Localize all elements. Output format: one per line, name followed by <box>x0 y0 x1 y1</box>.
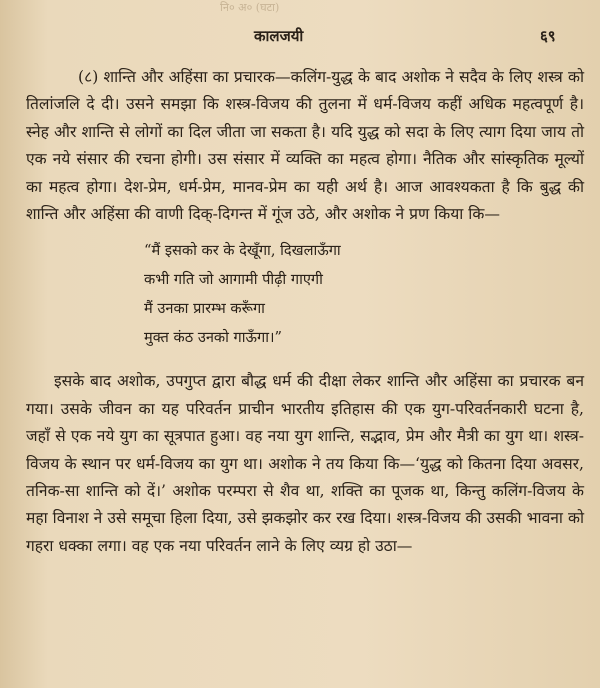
verse-line: मुक्त कंठ उनको गाऊँगा।” <box>144 329 282 347</box>
running-title: कालजयी <box>254 27 304 45</box>
page-number: ६९ <box>540 27 556 45</box>
verse-block <box>144 236 584 352</box>
verse-line: मैं उनका प्रारम्भ करूँगा <box>144 300 265 318</box>
verse-line: कभी गति जो आगामी पीढ़ी गाएगी <box>144 271 323 289</box>
bleed-through-text: नि० अ० (घटा) <box>220 1 280 14</box>
paragraph-1: (८) शान्ति और अहिंसा का प्रचारक—कलिंग-युद्ध के बाद अशोक ने सदैव के लिए शस्त्र को तिलांजलि दे दी। उसने समझा कि शस्त्र-विजय की तुलना में धर्म-विजय कहीं अधिक महत्वपूर्ण है। स्नेह और शान्ति से लोगों का दिल जीता जा सकता है। यदि युद्ध को सदा के लिए त्याग दिया जाय तो एक नये संसार की रचना होगी। उस संसार में व्यक्ति का महत्व होगा। नैतिक और सांस्कृतिक मूल्यों का महत्व होगा। देश-प्रेम, धर्म-प्रेम, मानव-प्रेम का यही अर्थ है। आज आवश्यकता है कि बुद्ध की शान्ति और अहिंसा की वाणी दिक्-दिगन्त में गूंज उठे, और अशोक ने प्रण किया कि— <box>26 68 584 224</box>
verse-line: “मैं इसको कर के देखूँगा, दिखलाऊँगा <box>144 242 341 260</box>
page-header <box>0 26 600 50</box>
paragraph-2: इसके बाद अशोक, उपगुप्त द्वारा बौद्ध धर्म की दीक्षा लेकर शान्ति और अहिंसा का प्रचारक बन गया। उसके जीवन का यह परिवर्तन प्राचीन भारतीय इतिहास की एक युग-परिवर्तनकारी घटना है, जहाँ से एक नये युग का सूत्रपात हुआ। वह नया युग शान्ति, सद्भाव, प्रेम और मैत्री का युग था। शस्त्र-विजय के स्थान पर धर्म-विजय का युग था। अशोक ने तय किया कि—‘युद्ध को कितना दिया अवसर, तनिक-सा शान्ति को दें।’ अशोक परम्परा से शैव था, शक्ति का पूजक था, किन्तु कलिंग-विजय के महा विनाश ने उसे समूचा हिला दिया, उसे झकझोर कर रख दिया। शस्त्र-विजय की उसकी भावना को गहरा धक्का लगा। वह एक नया परिवर्तन लाने के लिए व्यग्र हो उठा— <box>26 372 584 555</box>
body-text <box>26 64 584 560</box>
